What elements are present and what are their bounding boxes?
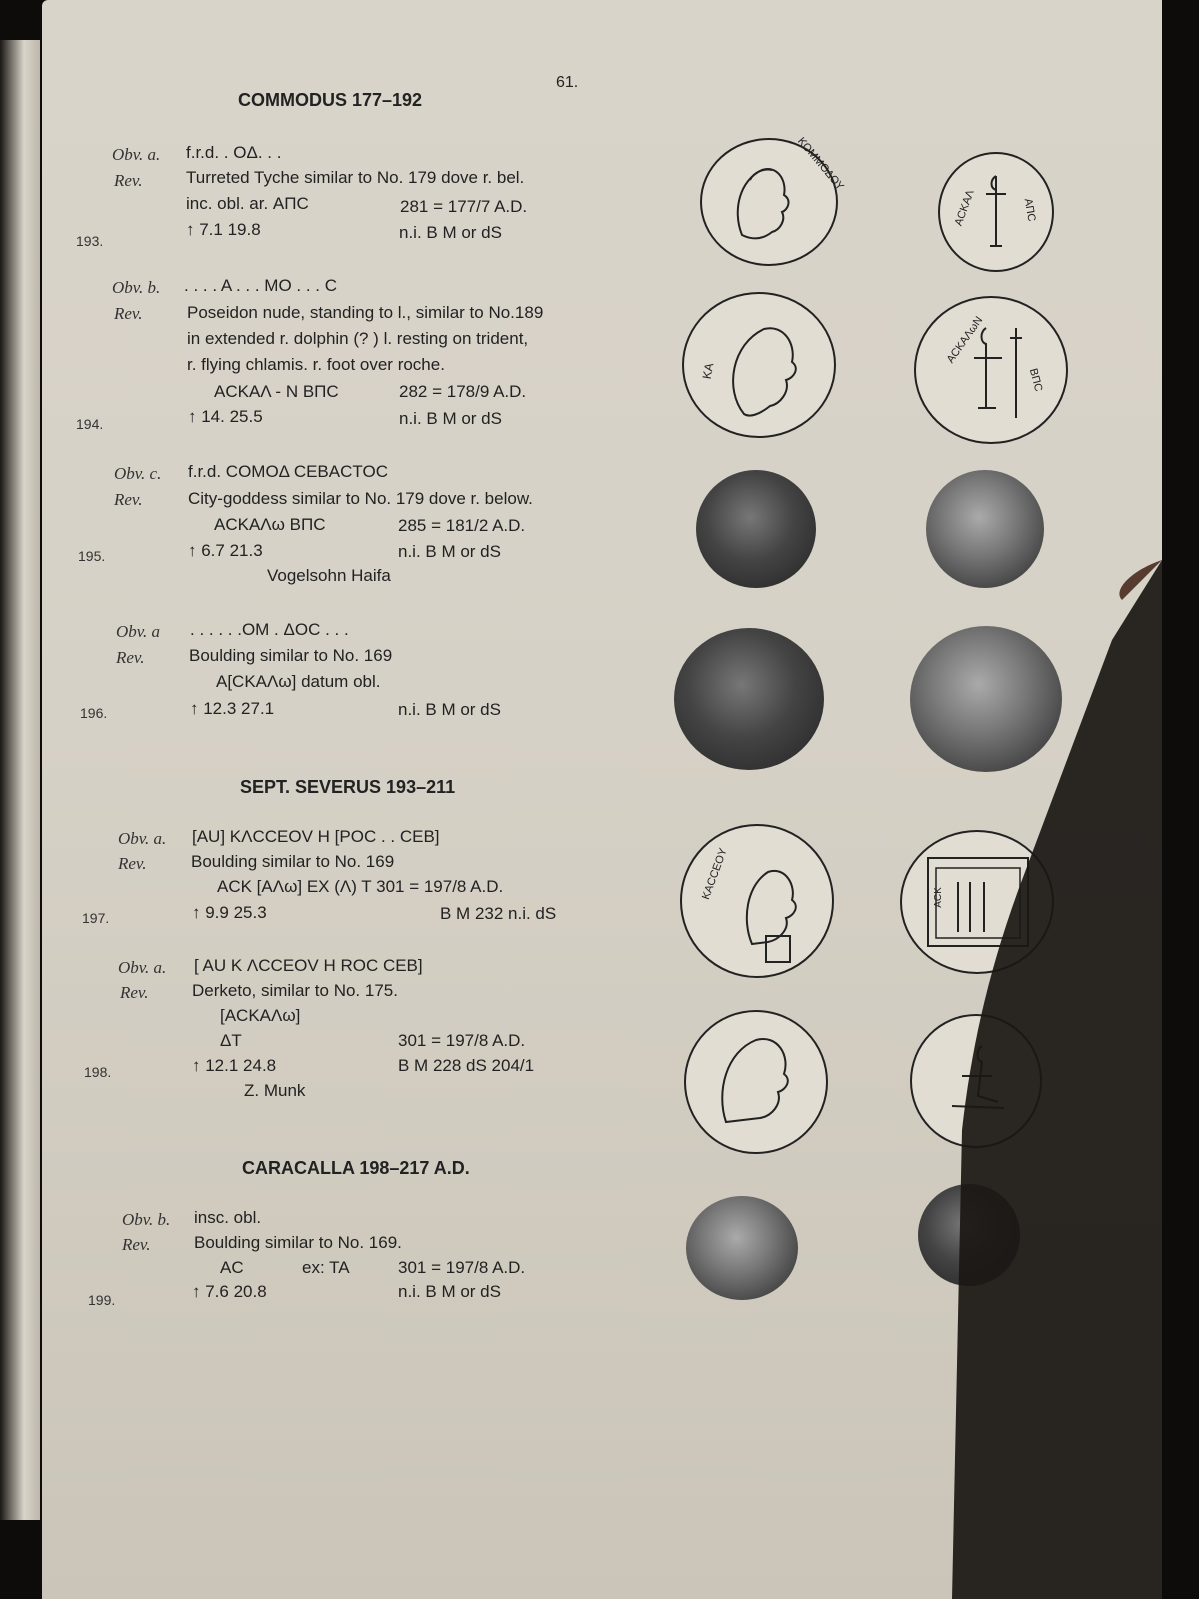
- obverse-label: Obv. a.: [118, 958, 167, 977]
- coin-193-obverse: [700, 135, 846, 266]
- standing-figure-icon: [916, 298, 1066, 442]
- weight-size: ↑ 12.3 27.1: [190, 699, 275, 718]
- reverse-label: Rev.: [120, 983, 149, 1002]
- coin-inscription: ACKAΛωN: [944, 314, 986, 366]
- coin-195-obverse-photo: [696, 470, 816, 588]
- coin-inscription: BΠC: [1026, 367, 1045, 393]
- legend: [ACKAΛω]: [220, 1006, 301, 1025]
- coin-inscription: ΑCKΑΛ: [952, 188, 977, 228]
- entry-number: 199.: [88, 1292, 116, 1308]
- weight-size: ↑ 7.1 19.8: [186, 220, 261, 239]
- references: n.i. B M or dS: [399, 409, 502, 428]
- obverse-text: f.r.d. . OΔ. . .: [186, 143, 282, 162]
- coin-198-obverse: [684, 1010, 828, 1154]
- portrait-head-icon: [686, 1012, 826, 1152]
- reverse-line: inc. obl. ar. ΑΠC: [186, 194, 309, 213]
- legend-exergue: ex: TA: [302, 1258, 350, 1277]
- legend: A[CKAΛω] datum obl.: [216, 672, 381, 691]
- weight-size: ↑ 6.7 21.3: [188, 541, 263, 560]
- date: 281 = 177/7 A.D.: [400, 197, 528, 216]
- collection: Z. Munk: [244, 1081, 306, 1100]
- reverse-line: Poseidon nude, standing to l., similar to No.189: [187, 303, 544, 322]
- coin-inscription: ΑΠC: [1021, 197, 1038, 223]
- coin-inscription: KACCEOY: [700, 846, 730, 902]
- coin-196-obverse-photo: [674, 628, 824, 770]
- seated-figure-icon: [912, 1016, 1040, 1146]
- coin-194-reverse: [914, 296, 1068, 444]
- weight-size: ↑ 9.9 25.3: [192, 903, 267, 922]
- coin-inscription: ACK: [932, 887, 944, 908]
- coin-197-reverse: [900, 830, 1054, 974]
- references: n.i. B M or dS: [398, 1282, 501, 1301]
- coin-196-reverse-photo: [910, 626, 1062, 772]
- reverse-line: City-goddess similar to No. 179 dove r. below.: [188, 489, 533, 508]
- legend: ACK [AΛω] EX (Λ) T 301 = 197/8 A.D.: [217, 877, 504, 896]
- references: n.i. B M or dS: [399, 223, 502, 242]
- reverse-label: Rev.: [118, 854, 147, 873]
- coin-195-reverse-photo: [926, 470, 1044, 588]
- temple-building-icon: [902, 832, 1052, 972]
- book-page: [42, 0, 1162, 1599]
- date: 285 = 181/2 A.D.: [398, 516, 526, 535]
- reverse-label: Rev.: [122, 1235, 151, 1254]
- obverse-label: Obv. c.: [114, 464, 162, 483]
- coin-inscription: ΚΟΜΜΟΔΟΥ: [794, 135, 846, 193]
- section-title-commodus: COMMODUS 177–192: [238, 90, 423, 110]
- weight-size: ↑ 14. 25.5: [188, 407, 263, 426]
- obverse-text: . . . . . .OM . ΔOC . . .: [190, 620, 349, 639]
- reverse-label: Rev.: [116, 648, 145, 667]
- section-title-caracalla: CARACALLA 198–217 A.D.: [242, 1158, 470, 1178]
- reverse-line: Boulding similar to No. 169: [191, 852, 395, 871]
- date: 301 = 197/8 A.D.: [398, 1258, 526, 1277]
- references: n.i. B M or dS: [398, 542, 501, 561]
- reverse-line: in extended r. dolphin (? ) l. resting on trident,: [187, 329, 529, 348]
- obverse-label: Obv. b.: [122, 1210, 171, 1229]
- reverse-label: Rev.: [114, 490, 143, 509]
- reverse-line: r. flying chlamis. r. foot over roche.: [187, 355, 445, 374]
- section-title-severus: SEPT. SEVERUS 193–211: [240, 777, 456, 797]
- obverse-text: [AU] KΛCCEOV H [POC . . CEB]: [192, 827, 440, 846]
- legend: AC: [220, 1258, 244, 1277]
- entry-number: 198.: [84, 1064, 112, 1080]
- coin-inscription: KA: [699, 361, 717, 381]
- entry-number: 194.: [76, 416, 104, 432]
- page-number: 61.: [556, 74, 579, 91]
- collection: Vogelsohn Haifa: [267, 566, 391, 585]
- legend-exergue: ΔT: [220, 1031, 242, 1050]
- coin-194-obverse: [682, 292, 836, 438]
- coin-198-reverse: [910, 1014, 1042, 1148]
- obverse-text: . . . . A . . . MO . . . C: [184, 276, 338, 295]
- entry-number: 195.: [78, 548, 106, 564]
- entry-number: 197.: [82, 910, 110, 926]
- legend: ACKAΛ - N BΠC: [214, 382, 339, 401]
- obverse-text: [ AU K ΛCCEOV H ROC CEB]: [194, 956, 423, 975]
- references: B M 232 n.i. dS: [440, 904, 557, 923]
- obverse-label: Obv. a.: [112, 145, 161, 164]
- coin-193-reverse: [938, 152, 1054, 272]
- coin-197-obverse: [680, 824, 834, 978]
- entry-number: 196.: [80, 705, 108, 721]
- coin-199-obverse-photo: [686, 1196, 798, 1300]
- obverse-text: f.r.d. COMOΔ CEBACTOC: [188, 462, 388, 481]
- weight-size: ↑ 12.1 24.8: [192, 1056, 277, 1075]
- reverse-line: Derketo, similar to No. 175.: [192, 981, 398, 1000]
- obverse-label: Obv. b.: [112, 278, 161, 297]
- entry-number: 193.: [76, 233, 104, 249]
- references: n.i. B M or dS: [398, 700, 501, 719]
- reverse-label: Rev.: [114, 171, 143, 190]
- reverse-line: Boulding similar to No. 169: [189, 646, 393, 665]
- obverse-label: Obv. a.: [118, 829, 167, 848]
- date: 301 = 197/8 A.D.: [398, 1031, 526, 1050]
- weight-size: ↑ 7.6 20.8: [192, 1282, 267, 1301]
- references: B M 228 dS 204/1: [398, 1056, 535, 1075]
- left-page-edge: [0, 40, 40, 1520]
- coin-199-reverse-photo: [918, 1184, 1020, 1286]
- reverse-label: Rev.: [114, 304, 143, 323]
- portrait-head-icon: [682, 826, 832, 976]
- reverse-line: Turreted Tyche similar to No. 179 dove r. bel.: [186, 168, 525, 187]
- date: 282 = 178/9 A.D.: [399, 382, 527, 401]
- reverse-line: Boulding similar to No. 169.: [194, 1233, 402, 1252]
- legend: ACKAΛω BΠC: [214, 515, 326, 534]
- obverse-label: Obv. a: [116, 622, 161, 641]
- obverse-text: insc. obl.: [194, 1208, 262, 1227]
